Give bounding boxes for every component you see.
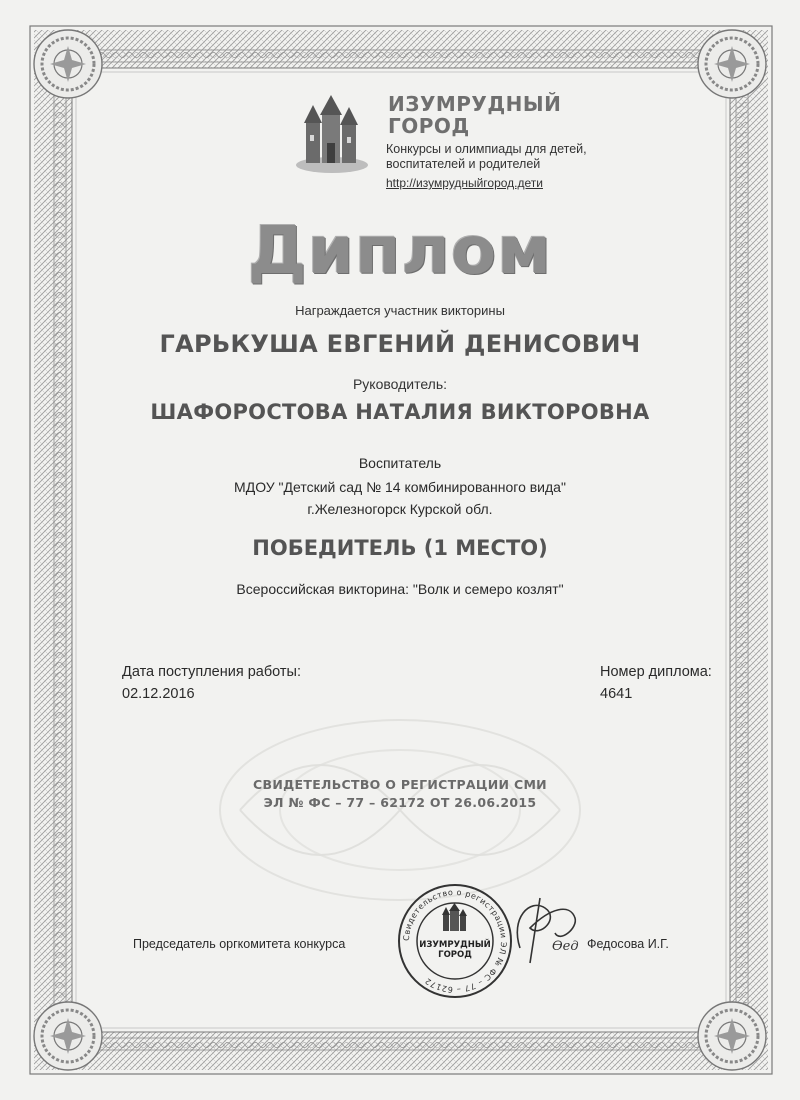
registration-line1: СВИДЕТЕЛЬСТВО О РЕГИСТРАЦИИ СМИ bbox=[253, 777, 547, 792]
result-title: ПОБЕДИТЕЛЬ (1 МЕСТО) bbox=[252, 536, 548, 560]
corner-ornament-bottom-right bbox=[692, 996, 772, 1076]
date-label: Дата поступления работы: bbox=[122, 664, 301, 680]
participant-name: ГАРЬКУША ЕВГЕНИЙ ДЕНИСОВИЧ bbox=[159, 330, 641, 358]
official-stamp bbox=[395, 881, 515, 1001]
awarded-text: Награждается участник викторины bbox=[295, 303, 505, 318]
stamp-center-line1: ИЗУМРУДНЫЙ bbox=[419, 940, 491, 950]
brand-title-line2: ГОРОД bbox=[388, 114, 470, 138]
brand-title-line1: ИЗУМРУДНЫЙ bbox=[388, 92, 562, 116]
registration-line2: ЭЛ № ФС – 77 – 62172 ОТ 26.06.2015 bbox=[263, 795, 537, 810]
corner-ornament-top-left bbox=[28, 24, 108, 104]
corner-ornament-top-right bbox=[692, 24, 772, 104]
brand-url-link[interactable]: http://изумрудныйгород.дети bbox=[386, 176, 543, 190]
signature bbox=[500, 888, 590, 968]
quiz-name: Всероссийская викторина: "Волк и семеро козлят" bbox=[236, 581, 564, 597]
city-text: г.Железногорск Курской обл. bbox=[307, 501, 493, 517]
brand-subtitle-line2: воспитателей и родителей bbox=[386, 157, 541, 171]
diploma-number-label: Номер диплома: bbox=[600, 664, 712, 680]
diploma-title: Диплом bbox=[247, 212, 553, 289]
supervisor-name: ШАФОРОСТОВА НАТАЛИЯ ВИКТОРОВНА bbox=[150, 400, 650, 424]
brand-subtitle-line1: Конкурсы и олимпиады для детей, bbox=[386, 142, 587, 156]
supervisor-label: Руководитель: bbox=[352, 376, 448, 392]
position-text: Воспитатель bbox=[358, 455, 442, 471]
chair-label: Председатель оргкомитета конкурса bbox=[133, 937, 346, 951]
organization-text: МДОУ "Детский сад № 14 комбинированного вида" bbox=[234, 479, 566, 495]
chair-name: Федосова И.Г. bbox=[587, 937, 669, 951]
diploma-number-value: 4641 bbox=[600, 686, 633, 702]
date-value: 02.12.2016 bbox=[122, 686, 195, 702]
brand-title bbox=[388, 93, 588, 137]
stamp-center-line2: ГОРОД bbox=[438, 950, 472, 960]
signature-text: Ѳед bbox=[552, 939, 579, 954]
stamp-ring-text: Свидетельство о регистрации ЭЛ № ФС – 77 – 62172 bbox=[401, 887, 509, 995]
castle-logo-icon bbox=[292, 95, 372, 175]
brand-subtitle bbox=[386, 142, 616, 172]
corner-ornament-bottom-left bbox=[28, 996, 108, 1076]
stamp-castle-icon bbox=[442, 903, 467, 931]
